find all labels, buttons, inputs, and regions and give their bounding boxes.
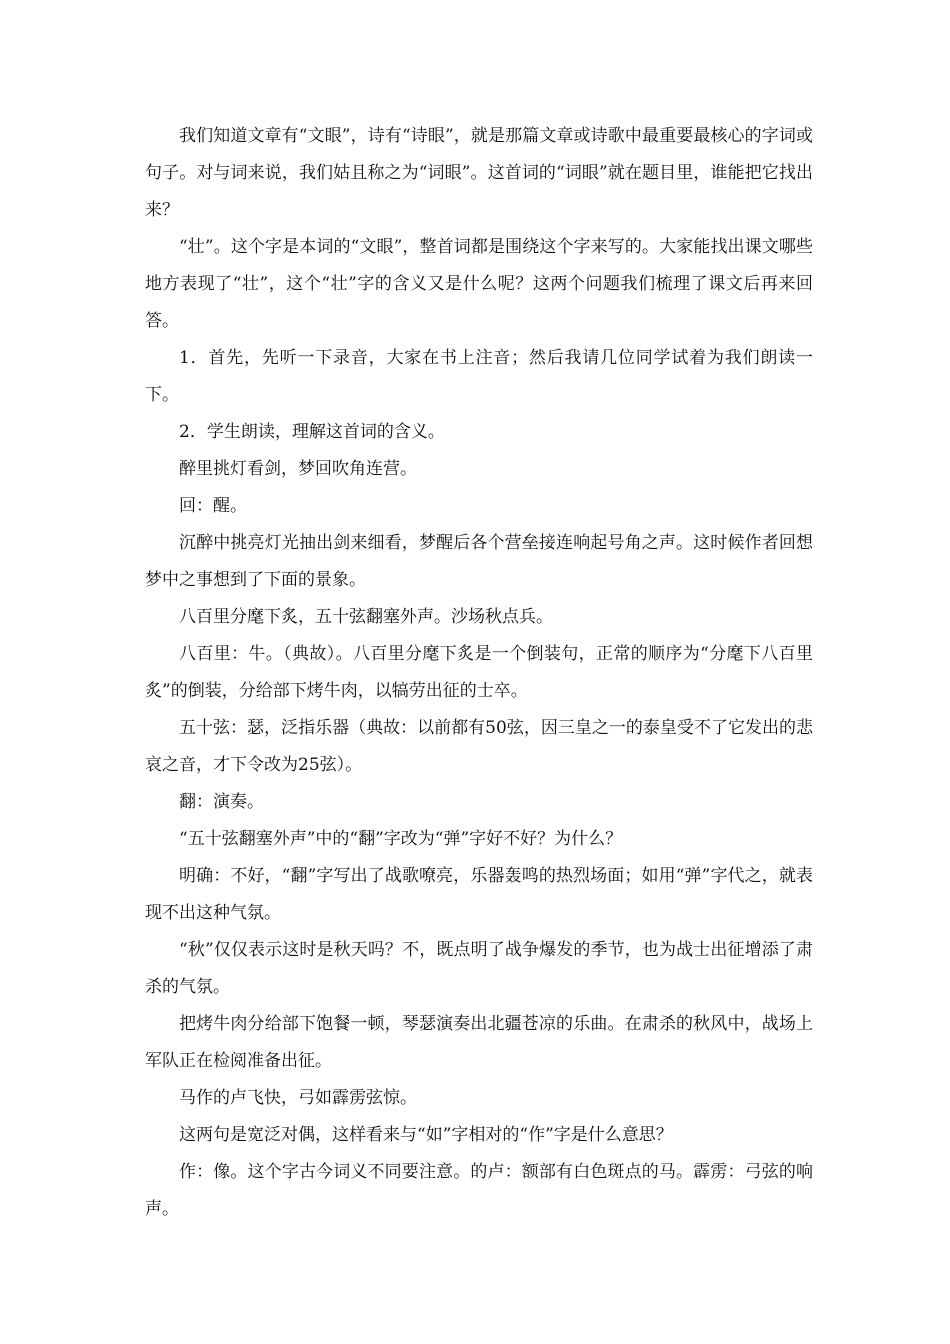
paragraph-zhuang: “壮”。这个字是本词的“文眼”，整首词都是围绕这个字来写的。大家能找出课文哪些地方表现了“壮”，这个“壮”字的含义又是什么呢？这两个问题我们梳理了课文后再来回答。 xyxy=(145,237,813,331)
paragraph-qiu: “秋”仅仅表示这时是秋天吗？不，既点明了战争爆发的季节，也为战士出征增添了肃杀的气氛。 xyxy=(145,940,813,997)
poem-line-3: 马作的卢飞快，弓如霹雳弦惊。 xyxy=(179,1088,417,1108)
note-fan: 翻：演奏。 xyxy=(179,792,264,812)
paragraph-step-2: 2．学生朗读，理解这首词的含义。 xyxy=(179,422,445,442)
poem-line-2: 八百里分麾下炙，五十弦翻塞外声。沙场秋点兵。 xyxy=(179,607,553,627)
paragraph-translation-2: 把烤牛肉分给部下饱餐一顿，琴瑟演奏出北疆苍凉的乐曲。在肃杀的秋风中，战场上军队正在检阅准备出征。 xyxy=(145,1014,813,1071)
document-body xyxy=(145,118,813,1228)
note-hui: 回：醒。 xyxy=(179,496,247,516)
question-zuo: 这两句是宽泛对偶，这样看来与“如”字相对的“作”字是什么意思？ xyxy=(179,1125,673,1145)
question-fan: “五十弦翻塞外声”中的“翻”字改为“弹”字好不好？为什么？ xyxy=(179,829,623,849)
paragraph-translation-1: 沉醉中挑亮灯光抽出剑来细看，梦醒后各个营垒接连响起号角之声。这时候作者回想梦中之事想到了下面的景象。 xyxy=(145,533,813,590)
note-zuo: 作：像。这个字古今词义不同要注意。的卢：额部有白色斑点的马。霹雳：弓弦的响声。 xyxy=(145,1162,813,1219)
note-wushixian: 五十弦：瑟，泛指乐器（典故：以前都有50弦，因三皇之一的泰皇受不了它发出的悲哀之音，才下令改为25弦）。 xyxy=(145,718,813,775)
poem-line-1: 醉里挑灯看剑，梦回吹角连营。 xyxy=(179,459,417,479)
paragraph-step-1: 1．首先，先听一下录音，大家在书上注音；然后我请几位同学试着为我们朗读一下。 xyxy=(145,348,813,405)
note-babaili: 八百里：牛。（典故）。八百里分麾下炙是一个倒装句，正常的顺序为“分麾下八百里炙”的倒装，分给部下烤牛肉，以犒劳出征的士卒。 xyxy=(145,644,813,701)
answer-fan: 明确：不好，“翻”字写出了战歌嘹亮，乐器轰鸣的热烈场面；如用“弹”字代之，就表现不出这种气氛。 xyxy=(145,866,813,923)
paragraph-intro: 我们知道文章有“文眼”，诗有“诗眼”，就是那篇文章或诗歌中最重要最核心的字词或句子。对与词来说，我们姑且称之为“词眼”。这首词的“词眼”就在题目里，谁能把它找出来？ xyxy=(145,126,813,220)
